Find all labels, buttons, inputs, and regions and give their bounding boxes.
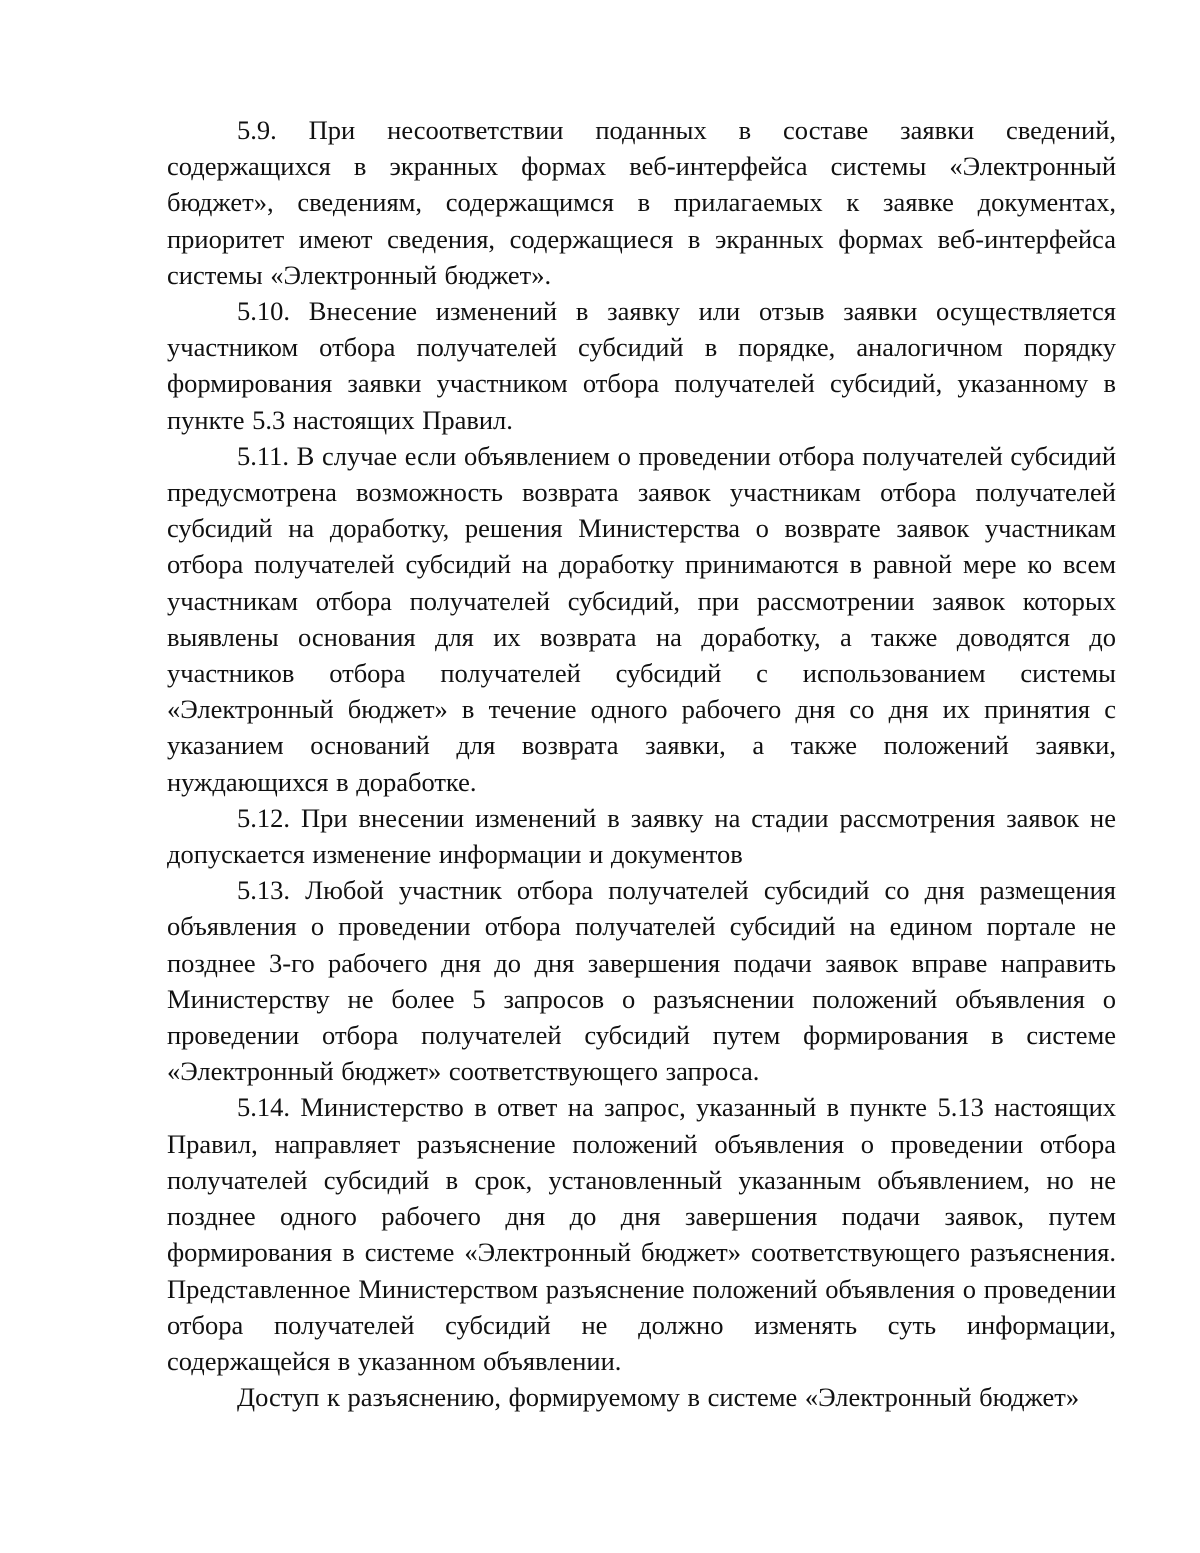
- paragraph-5-12: 5.12. При внесении изменений в заявку на стадии рассмотрения заявок не допускается изменение информации и документов: [167, 802, 1116, 870]
- paragraph-access: Доступ к разъяснению, формируемому в системе «Электронный бюджет»: [237, 1382, 1080, 1413]
- paragraph-5-10: 5.10. Внесение изменений в заявку или отзыв заявки осуществляется участником отбора получателей субсидий в порядке, аналогичном порядку формирования заявки участником отбора получателей субсидий, указанному в пункте 5.3 настоящих Правил.: [167, 296, 1116, 435]
- paragraph-5-14: 5.14. Министерство в ответ на запрос, указанный в пункте 5.13 настоящих Правил, направляет разъяснение положений объявления о проведении отбора получателей субсидий в срок, установленный указанным объявлением, но не позднее одного рабочего дня до дня завершения подачи заявок, путем формирования в системе «Электронный бюджет» соответствующего разъяснения. Представленное Министерством разъяснение положений объявления о проведении отбора получателей субсидий не должно изменять суть информации, содержащейся в указанном объявлении.: [167, 1092, 1116, 1376]
- paragraph-5-9: 5.9. При несоответствии поданных в составе заявки сведений, содержащихся в экранных формах веб-интерфейса системы «Электронный бюджет», сведениям, содержащимся в прилагаемых к заявке документах, приоритет имеют сведения, содержащиеся в экранных формах веб-интерфейса системы «Электронный бюджет».: [167, 115, 1116, 290]
- document-page: [167, 112, 1116, 1415]
- paragraph-5-13: 5.13. Любой участник отбора получателей субсидий со дня размещения объявления о проведении отбора получателей субсидий на едином портале не позднее 3-го рабочего дня до дня завершения подачи заявок вправе направить Министерству не более 5 запросов о разъяснении положений объявления о проведении отбора получателей субсидий путем формирования в системе «Электронный бюджет» соответствующего запроса.: [167, 875, 1116, 1087]
- paragraph-5-11: 5.11. В случае если объявлением о проведении отбора получателей субсидий предусмотрена возможность возврата заявок участникам отбора получателей субсидий на доработку, решения Министерства о возврате заявок участникам отбора получателей субсидий на доработку принимаются в равной мере ко всем участникам отбора получателей субсидий, при рассмотрении заявок которых выявлены основания для их возврата на доработку, а также доводятся до участников отбора получателей субсидий с использованием системы «Электронный бюджет» в течение одного рабочего дня со дня их принятия с указанием оснований для возврата заявки, а также положений заявки, нуждающихся в доработке.: [167, 440, 1116, 797]
